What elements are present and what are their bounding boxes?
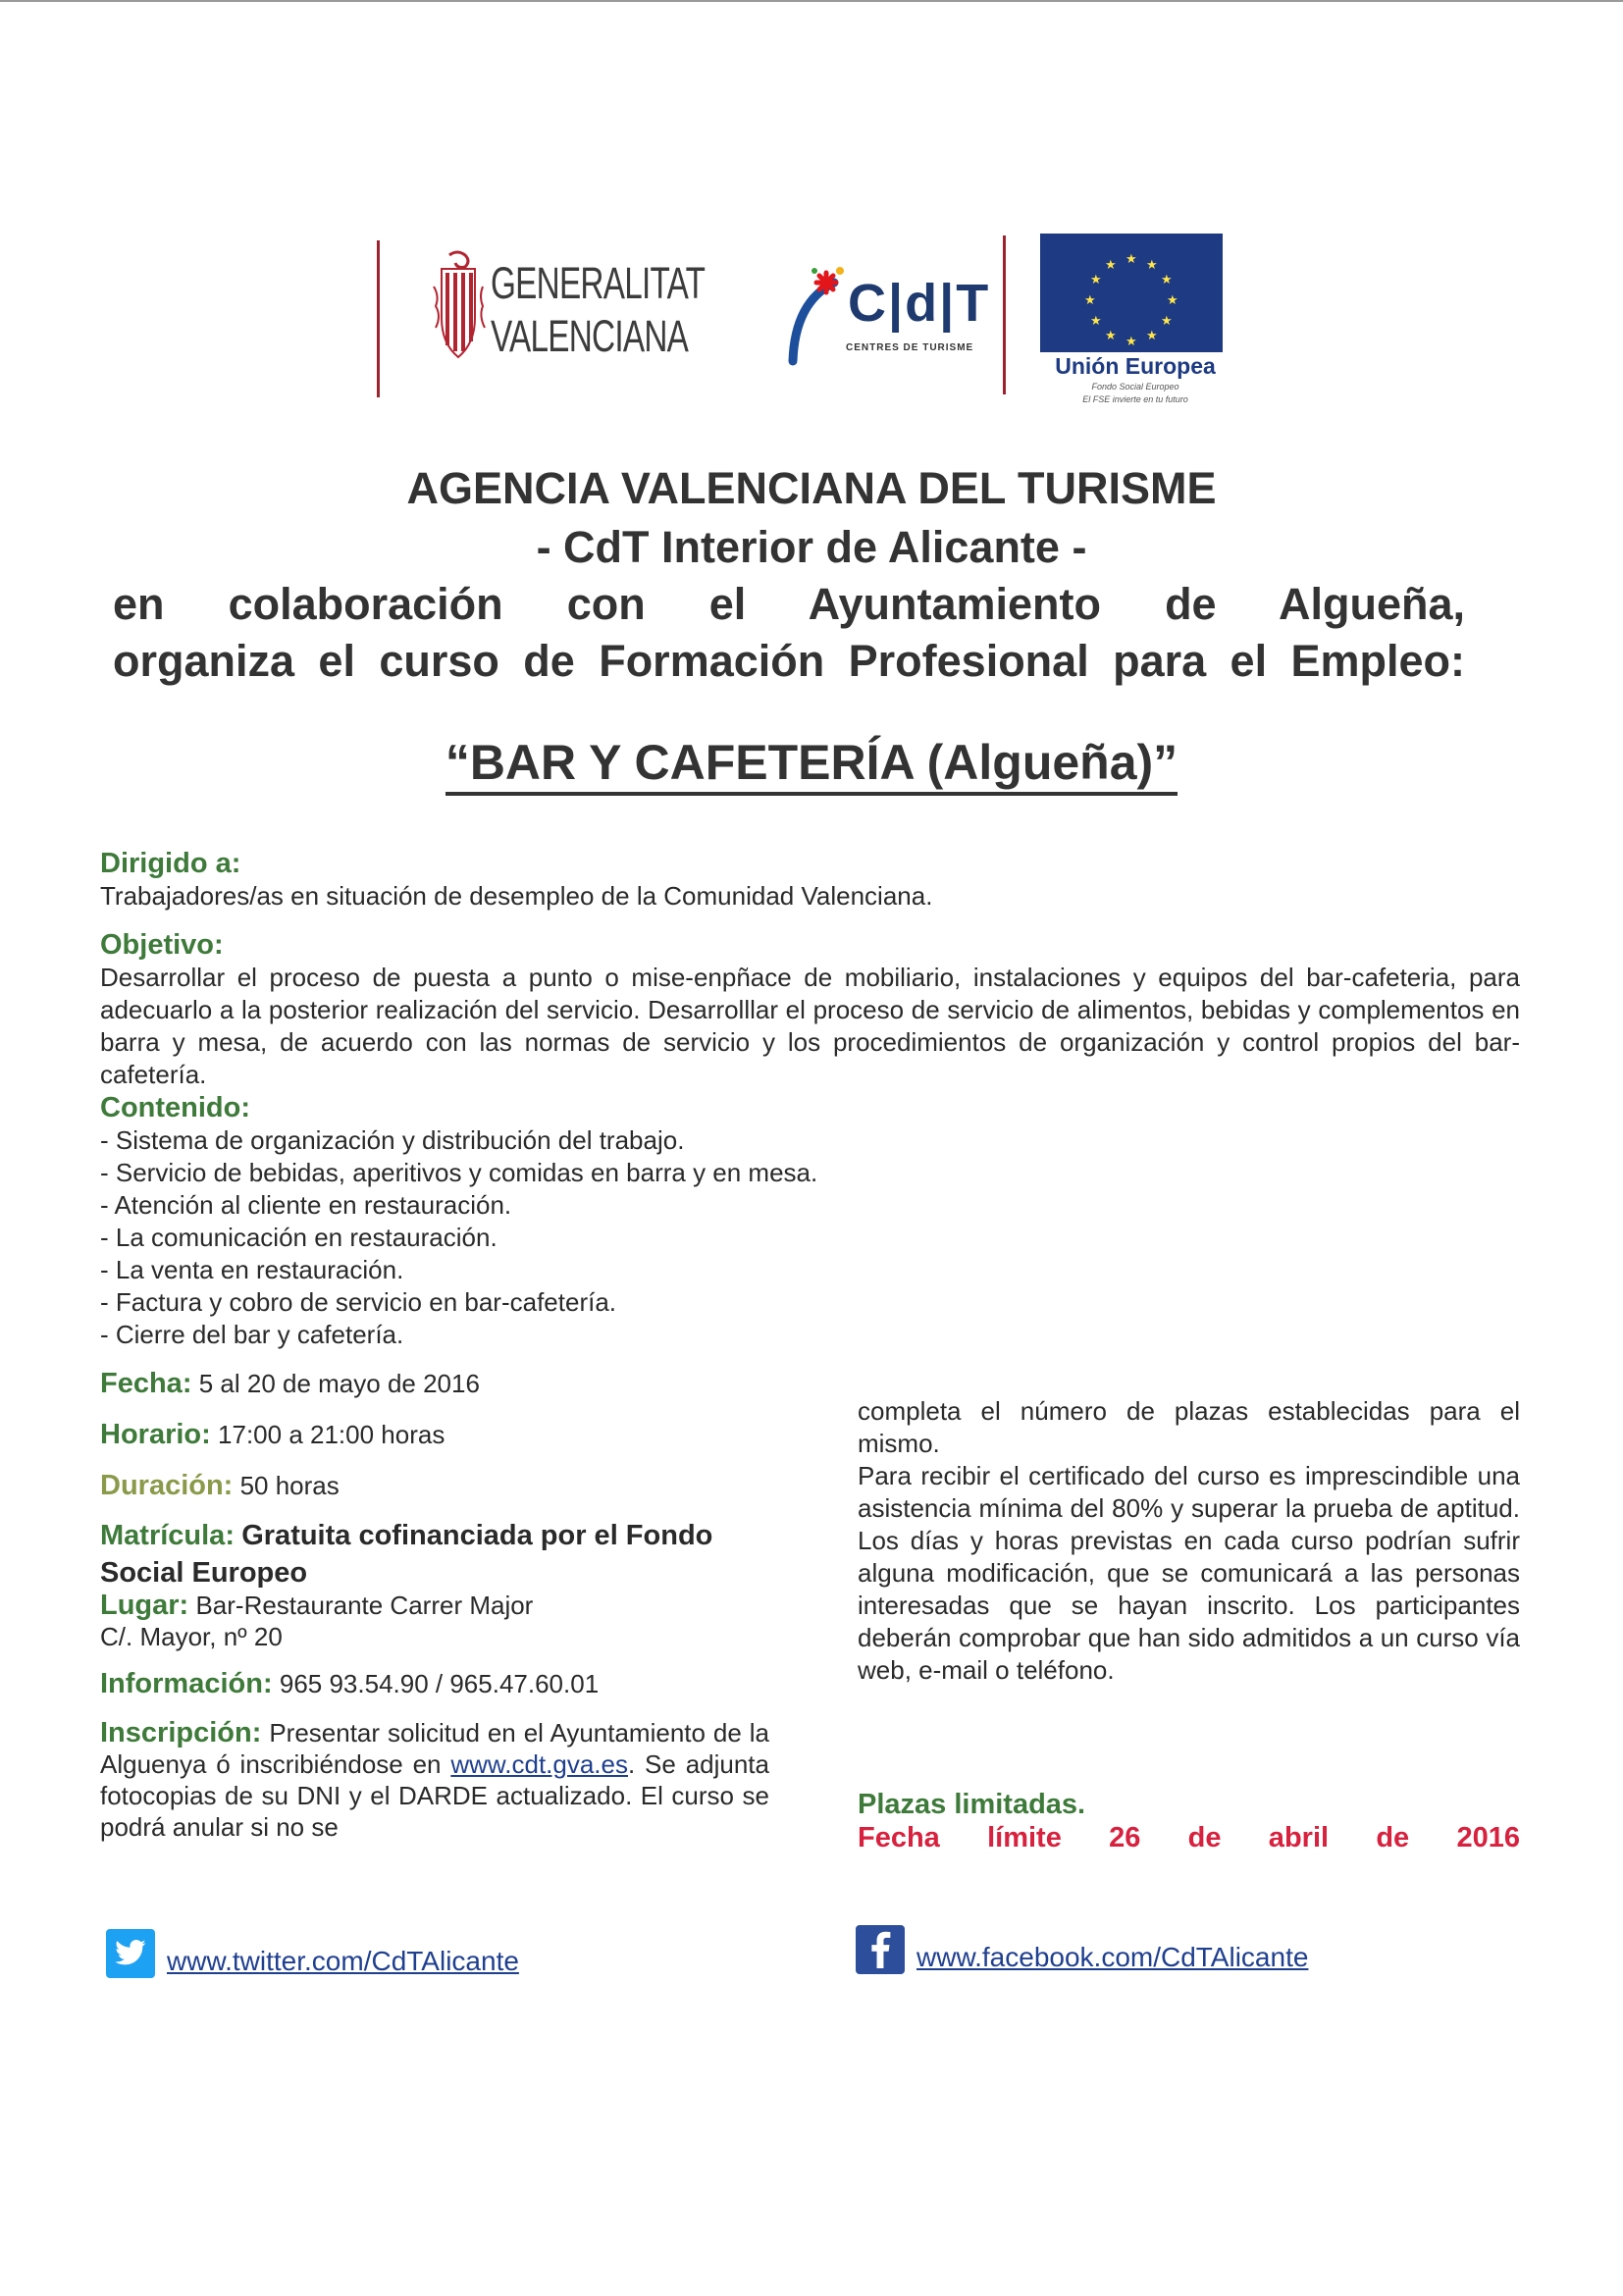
inscripcion-block [100,1717,769,1843]
inscripcion-text-2: . Se adjunta fotocopias de su DNI y el DARDE actualizado. El curso se podrá anular si no se [100,1749,769,1842]
header-cdt: - CdT Interior de Alicante - [536,522,1087,572]
header-organiza: organiza el curso de Formación Profesional para el Empleo: [113,636,1465,686]
informacion-row [100,1668,599,1699]
dirigido-text: Trabajadores/as en situación de desempleo de la Comunidad Valenciana. [100,881,933,911]
facebook-link-row[interactable] [856,1925,1308,1974]
objetivo-label: Objetivo: [100,929,224,961]
header-agency: AGENCIA VALENCIANA DEL TURISME [406,463,1217,513]
course-title-text: “BAR Y CAFETERÍA (Algueña)” [445,735,1178,796]
eu-name: Unión Europea [1055,353,1216,379]
horario-label: Horario: [100,1419,211,1450]
duracion-value: 50 horas [239,1471,340,1500]
list-item: - La comunicación en restauración. [100,1223,497,1252]
facebook-icon[interactable] [856,1925,905,1974]
fecha-label: Fecha: [100,1368,192,1399]
lugar-value-1: Bar-Restaurante Carrer Major [195,1591,534,1620]
right-column-paragraph-2: Para recibir el certificado del curso es imprescindible una asistencia mínima del 80% y superar la prueba de aptitud. Los días y horas previstas en cada curso podrían sufrir alguna modificación, que se comunicará a las personas interesadas que se hayan inscrito. Los participantes deberán comprobar que han sido admitidos a un curso vía web, e-mail o teléfono. [858,1461,1520,1685]
fecha-row [100,1368,480,1399]
inscripcion-link[interactable]: www.cdt.gva.es [450,1749,628,1779]
facebook-url[interactable]: www.facebook.com/CdTAlicante [916,1942,1309,1972]
course-title [0,734,1623,791]
eu-subtitle-1: Fondo Social Europeo [1091,382,1179,391]
logo-divider-left [377,240,380,397]
generalitat-wordmark [491,257,705,363]
duracion-label: Duración: [100,1470,234,1501]
duracion-row [100,1470,340,1501]
lugar-value-2: C/. Mayor, nº 20 [100,1622,283,1651]
list-item: - Factura y cobro de servicio en bar-cafetería. [100,1287,617,1317]
cdt-swoosh-icon [775,263,844,366]
right-column-text [858,1395,1520,1687]
inscripcion-text-1: Presentar solicitud en el Ayuntamiento de la Alguenya ó inscribiéndose en [100,1718,769,1779]
right-column-paragraph-1: completa el número de plazas establecidas para el mismo. [858,1396,1520,1458]
matricula-block [100,1517,769,1592]
twitter-url[interactable]: www.twitter.com/CdTAlicante [167,1946,519,1976]
fecha-value: 5 al 20 de mayo de 2016 [198,1369,480,1398]
logo-divider-right [1003,235,1006,394]
informacion-value: 965 93.54.90 / 965.47.60.01 [279,1669,600,1698]
list-item: - Sistema de organización y distribución del trabajo. [100,1125,685,1155]
twitter-icon[interactable] [106,1929,155,1978]
plazas-limitadas: Plazas limitadas. [858,1789,1086,1820]
generalitat-line2: VALENCIANA [491,311,689,361]
inscripcion-label: Inscripción: [100,1717,262,1748]
twitter-link-row[interactable] [106,1929,519,1978]
matricula-label: Matrícula: [100,1520,235,1551]
cdt-subtitle: CENTRES DE TURISME [846,342,974,353]
horario-value: 17:00 a 21:00 horas [218,1420,445,1449]
list-item: - Servicio de bebidas, aperitivos y comidas en barra y en mesa. [100,1158,818,1187]
eu-flag-icon: ★ ★ ★ ★ ★ ★ ★ ★ ★ ★ ★ ★ [1040,234,1223,352]
contenido-label: Contenido: [100,1092,251,1123]
matricula-value: Gratuita cofinanciada por el Fondo Social Europeo [100,1520,713,1589]
generalitat-line1: GENERALITAT [491,258,706,308]
page-top-border [0,0,1623,2]
dirigido-label: Dirigido a: [100,848,241,879]
list-item: - Atención al cliente en restauración. [100,1190,512,1220]
cdt-wordmark: C|d|T [848,274,991,333]
fecha-limite: Fecha límite 26 de abril de 2016 [858,1822,1520,1853]
header-collaboration: en colaboración con el Ayuntamiento de Algueña, [113,579,1465,629]
contenido-list [100,1124,817,1351]
informacion-label: Información: [100,1668,273,1699]
generalitat-shield-icon [432,247,489,365]
list-item: - Cierre del bar y cafetería. [100,1320,404,1349]
horario-row [100,1419,445,1450]
eu-subtitle-2: El FSE invierte en tu futuro [1082,394,1188,404]
objetivo-text: Desarrollar el proceso de puesta a punto o mise-enpñace de mobiliario, instalaciones y equipos del bar-cafeteria, para adecuarlo a la posterior realización del servicio. Desarrolllar el proceso de servicio de alimentos, bebidas y complementos en barra y mesa, de acuerdo con las normas de servicio y los procedimientos de organización y control propios del bar-cafetería. [100,963,1520,1089]
lugar-label: Lugar: [100,1590,189,1621]
lugar-block [100,1590,769,1652]
list-item: - La venta en restauración. [100,1255,404,1284]
